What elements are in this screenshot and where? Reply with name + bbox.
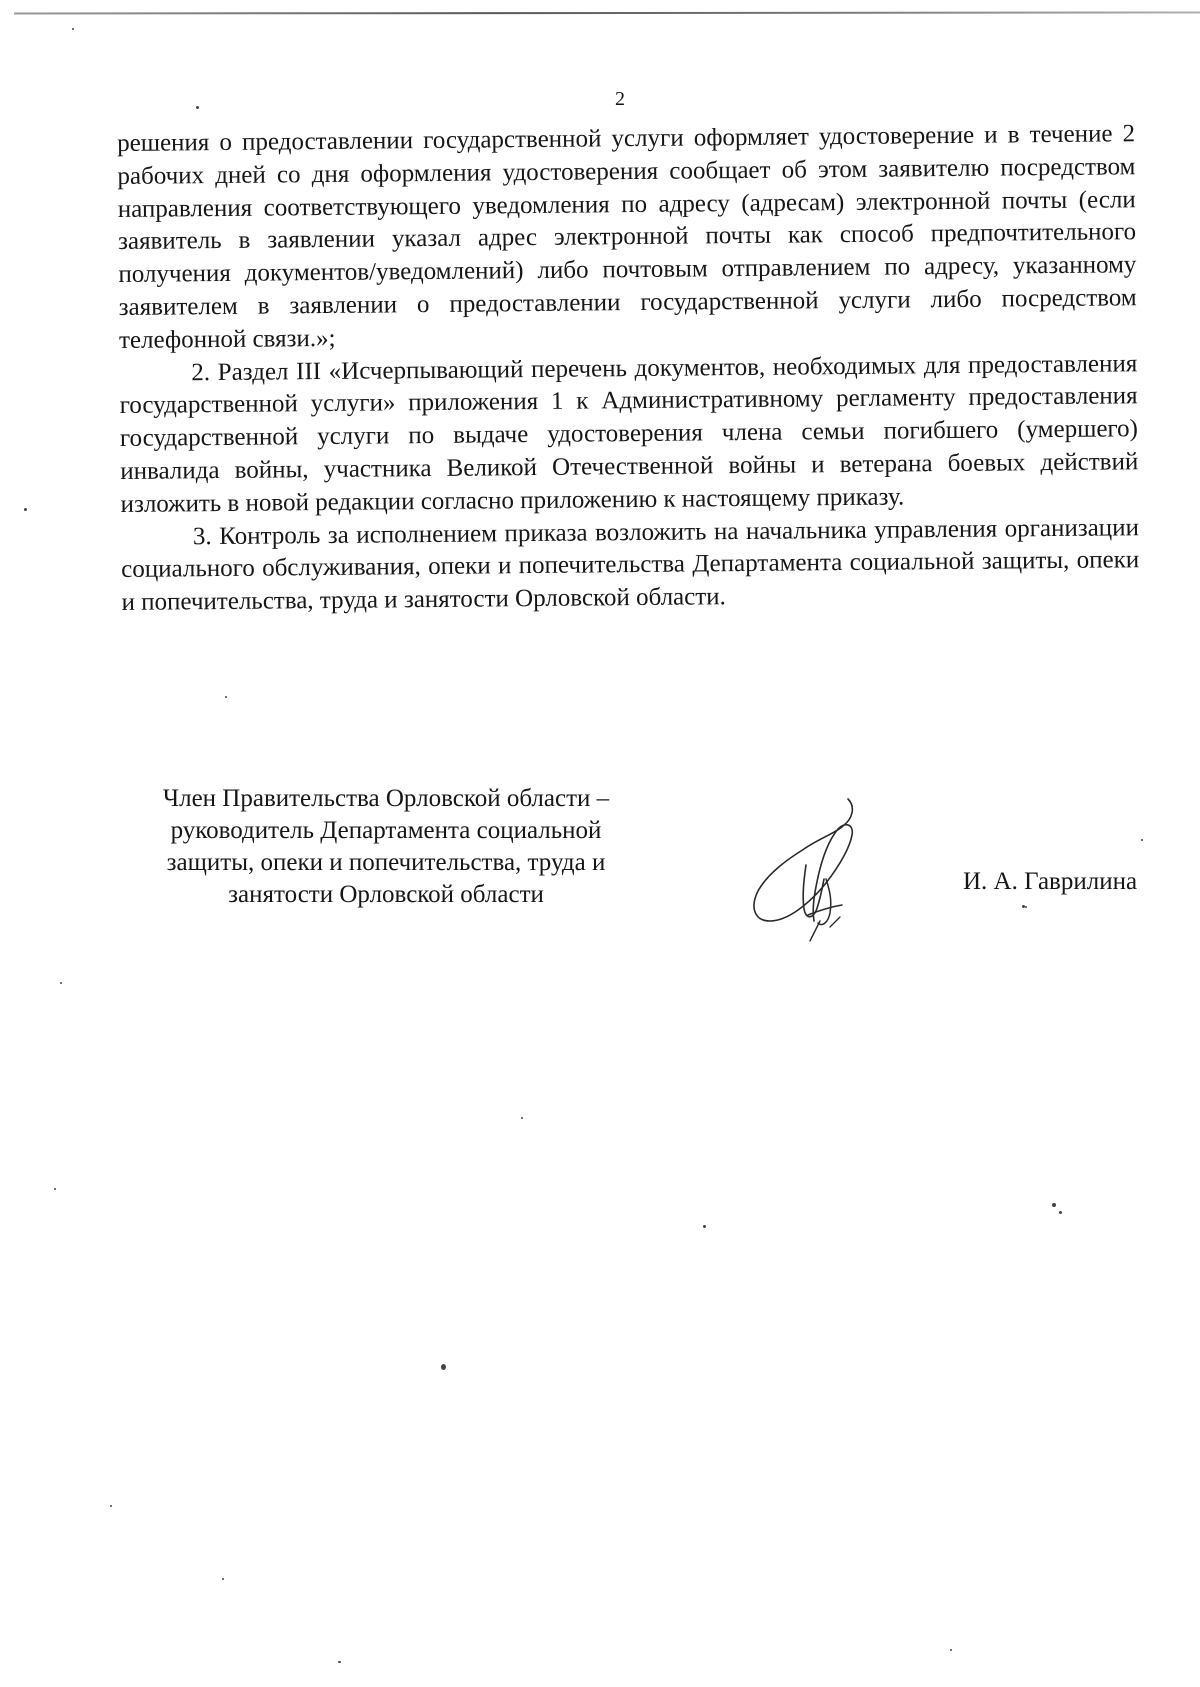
- paragraph-item-2: 2. Раздел III «Исчерпывающий перечень документов, необходимых для предоставления государственной услуги» приложения 1 к Административному регламенту предоставления государственной услуги по выдаче удостоверения члена семьи погибшего (умершего) инвалида войны, участника Великой Отечественной войны и ветерана боевых действий изложить в новой редакции согласно приложению к настоящему приказу.: [119, 349, 1139, 518]
- signatory-position-line: Член Правительства Орловской области –: [162, 785, 610, 812]
- scan-edge-line: [14, 11, 1200, 14]
- scan-speck: [225, 696, 227, 698]
- scan-speck: [521, 1117, 523, 1119]
- paragraph-continuation: решения о предоставлении государственной услуги оформляет удостоверение и в течение 2 рабочих дней со дня оформления удостоверения сообщает об этом заявителю посредством направления соответствующего уведомления по адресу (адресам) электронной почты (если заявитель в заявлении указал адрес электронной почты как способ предпочтительного получения документов/уведомлений) либо почтовым отправлением по адресу, указанному заявителем в заявлении о предоставлении государственной услуги либо посредством телефонной связи.»;: [117, 120, 1137, 354]
- scan-speck: [196, 106, 199, 109]
- scan-speck: [1052, 1203, 1056, 1207]
- scan-speck: [703, 1225, 706, 1228]
- paragraph-item-3: 3. Контроль за исполнением приказа возложить на начальника управления организации социального обслуживания, опеки и попечительства Департамента социальной защиты, опеки и попечительства, труда и занятости Орловской области.: [121, 513, 1140, 617]
- scan-speck: [54, 1188, 56, 1190]
- scan-speck: [60, 982, 62, 984]
- scan-speck: [110, 1505, 112, 1507]
- signer-name: И. А. Гаврилина: [963, 868, 1138, 895]
- document-body: [117, 118, 1140, 620]
- scan-speck: [72, 28, 74, 30]
- scan-speck: [1141, 839, 1143, 841]
- scan-speck: [338, 1661, 341, 1663]
- signatory-position-line: занятости Орловской области: [228, 881, 544, 908]
- page-number: 2: [615, 88, 625, 110]
- signatory-position-line: защиты, опеки и попечительства, труда и: [166, 849, 606, 876]
- scan-speck: [24, 508, 27, 511]
- scan-speck: [1059, 1211, 1062, 1214]
- scan-speck: [950, 1649, 952, 1651]
- scan-speck: [222, 1578, 224, 1580]
- handwritten-signature-icon: [748, 795, 878, 945]
- scan-speck: [441, 1364, 446, 1370]
- scan-speck: [1025, 906, 1027, 908]
- signatory-position: [136, 783, 636, 911]
- signatory-position-line: руководитель Департамента социальной: [170, 817, 602, 844]
